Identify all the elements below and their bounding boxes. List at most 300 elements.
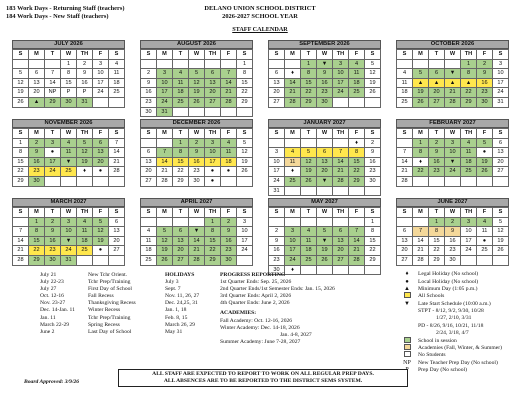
day-cell bbox=[93, 98, 109, 108]
day-cell: 17 bbox=[493, 79, 509, 89]
month-calendar bbox=[140, 119, 253, 187]
day-cell: 12 bbox=[189, 79, 205, 89]
notice-line-2: ALL ABSENCES ARE TO BE REPORTED TO THE DISTRICT SEMS SYSTEM. bbox=[163, 378, 363, 385]
legend-label: PD - 8/26, 9/16, 10/21, 11/18 bbox=[418, 322, 484, 329]
progress-item: 4th Quarter Ends: June 2, 2026 bbox=[220, 300, 290, 307]
month-calendar bbox=[268, 119, 381, 196]
day-cell: ● bbox=[93, 246, 109, 256]
weekday-header: F bbox=[477, 129, 493, 139]
weekday-header: T bbox=[173, 208, 189, 218]
weekday-header: S bbox=[109, 208, 125, 218]
day-cell: ● bbox=[477, 237, 493, 247]
day-cell: 7 bbox=[333, 148, 349, 158]
day-cell bbox=[413, 218, 429, 228]
day-cell: 3 bbox=[237, 218, 253, 228]
day-cell: 1 bbox=[237, 60, 253, 70]
legend-row bbox=[396, 360, 502, 367]
month-title: FEBRUARY 2027 bbox=[396, 119, 509, 128]
legend-row bbox=[396, 323, 502, 330]
day-cell: 10 bbox=[445, 148, 461, 158]
progress-title: PROGRESS REPORTING bbox=[220, 272, 286, 278]
day-cell: 18 bbox=[173, 88, 189, 98]
weekday-header: S bbox=[397, 208, 413, 218]
day-cell: 19 bbox=[77, 158, 93, 168]
day-cell: 11 bbox=[221, 148, 237, 158]
legend-swatch bbox=[404, 351, 411, 357]
school-year: 2026-2027 SCHOOL YEAR bbox=[222, 13, 298, 20]
day-cell: 27 bbox=[429, 98, 445, 108]
day-cell: 27 bbox=[333, 256, 349, 266]
day-cell: 15 bbox=[349, 158, 365, 168]
day-cell bbox=[285, 60, 301, 70]
day-cell: 16 bbox=[317, 79, 333, 89]
day-cell: 5 bbox=[493, 218, 509, 228]
weekday-header: M bbox=[29, 208, 45, 218]
legend-label: Local Holiday (No school) bbox=[418, 278, 479, 285]
day-cell: 25 bbox=[61, 167, 77, 177]
month-calendar bbox=[268, 40, 381, 108]
day-cell bbox=[397, 218, 413, 228]
day-cell: 27 bbox=[109, 246, 125, 256]
day-cell: 25 bbox=[461, 167, 477, 177]
day-cell: 16 bbox=[269, 246, 285, 256]
day-cell: ▲ bbox=[29, 98, 45, 108]
day-cell: 6 bbox=[317, 148, 333, 158]
day-cell: 16 bbox=[477, 79, 493, 89]
key-date-event: New Tchr Orient. bbox=[88, 272, 128, 278]
day-cell: 30 bbox=[29, 177, 45, 187]
day-cell: 12 bbox=[301, 158, 317, 168]
day-cell: 25 bbox=[477, 246, 493, 256]
day-cell: 21 bbox=[333, 167, 349, 177]
day-cell: 12 bbox=[493, 227, 509, 237]
day-cell: 31 bbox=[269, 187, 285, 197]
day-cell bbox=[301, 218, 317, 228]
month-title: JUNE 2027 bbox=[396, 198, 509, 207]
day-cell: 22 bbox=[301, 88, 317, 98]
day-cell: 29 bbox=[461, 98, 477, 108]
day-cell: 21 bbox=[109, 158, 125, 168]
key-date-event: Tchr Prep/Training bbox=[88, 279, 131, 286]
day-cell: 25 bbox=[77, 246, 93, 256]
day-cell bbox=[333, 266, 349, 276]
day-cell: 13 bbox=[493, 148, 509, 158]
month-calendar bbox=[396, 119, 509, 187]
day-cell: 16 bbox=[189, 158, 205, 168]
day-cell: 11 bbox=[77, 227, 93, 237]
day-cell: 16 bbox=[429, 158, 445, 168]
day-cell: 25 bbox=[397, 98, 413, 108]
holidays-title: HOLIDAYS bbox=[165, 272, 195, 278]
day-cell bbox=[461, 177, 477, 187]
legend-row bbox=[396, 367, 502, 374]
weekday-header: M bbox=[413, 50, 429, 60]
day-cell: 29 bbox=[205, 256, 221, 266]
day-cell: 5 bbox=[189, 69, 205, 79]
key-date-event: Tchr Prep/Training bbox=[88, 314, 131, 321]
day-cell: 10 bbox=[61, 227, 77, 237]
weekday-header: S bbox=[493, 208, 509, 218]
month-title: MARCH 2027 bbox=[12, 198, 125, 207]
legend-swatch bbox=[404, 292, 411, 298]
key-date: June 2 bbox=[40, 328, 55, 335]
day-cell: 29 bbox=[301, 98, 317, 108]
day-cell bbox=[365, 187, 381, 197]
day-cell: 25 bbox=[301, 256, 317, 266]
day-cell bbox=[317, 187, 333, 197]
legend-icon: ● bbox=[405, 278, 409, 285]
day-cell: 6 bbox=[205, 69, 221, 79]
day-cell: 22 bbox=[13, 167, 29, 177]
day-cell bbox=[461, 256, 477, 266]
day-cell: ▼ bbox=[317, 237, 333, 247]
legend-label: School in session bbox=[418, 337, 457, 344]
day-cell: 18 bbox=[301, 246, 317, 256]
day-cell: 26 bbox=[237, 167, 253, 177]
day-cell: 8 bbox=[237, 69, 253, 79]
day-cell: 1 bbox=[413, 139, 429, 149]
day-cell bbox=[45, 60, 61, 70]
day-cell: 9 bbox=[317, 69, 333, 79]
day-cell: 30 bbox=[365, 177, 381, 187]
day-cell: 17 bbox=[157, 88, 173, 98]
weekday-header: M bbox=[413, 208, 429, 218]
day-cell: 9 bbox=[365, 148, 381, 158]
day-cell bbox=[493, 177, 509, 187]
day-cell bbox=[29, 60, 45, 70]
day-cell: 14 bbox=[285, 79, 301, 89]
weekday-header: W bbox=[61, 208, 77, 218]
weekday-header: TH bbox=[333, 208, 349, 218]
day-cell bbox=[429, 60, 445, 70]
day-cell bbox=[13, 218, 29, 228]
day-cell: 19 bbox=[477, 158, 493, 168]
day-cell: 26 bbox=[493, 246, 509, 256]
academy-item: Summer Academy: June 7-28, 2027 bbox=[220, 338, 301, 345]
weekday-header: F bbox=[221, 208, 237, 218]
day-cell: 1 bbox=[205, 218, 221, 228]
weekday-header: T bbox=[429, 129, 445, 139]
day-cell: 23 bbox=[29, 167, 45, 177]
day-cell: 18 bbox=[141, 246, 157, 256]
legend-icon: ▲ bbox=[404, 285, 410, 292]
day-cell: 4 bbox=[397, 69, 413, 79]
day-cell: ▲ bbox=[413, 79, 429, 89]
day-cell: 20 bbox=[173, 246, 189, 256]
weekday-header: M bbox=[157, 208, 173, 218]
day-cell: ▼ bbox=[445, 69, 461, 79]
weekday-header: F bbox=[221, 50, 237, 60]
day-cell: 19 bbox=[365, 79, 381, 89]
key-date-row bbox=[40, 286, 136, 293]
legend-label: STPT - 8/12, 9/2, 9/30, 10/28 bbox=[418, 308, 484, 315]
day-cell: 10 bbox=[269, 158, 285, 168]
weekday-header: F bbox=[93, 208, 109, 218]
weekday-header: TH bbox=[461, 50, 477, 60]
legend-label: Academies (Fall, Winter, & Summer) bbox=[418, 345, 502, 352]
weekday-header: T bbox=[429, 208, 445, 218]
day-cell: 19 bbox=[301, 167, 317, 177]
day-cell: 22 bbox=[429, 246, 445, 256]
weekday-header: S bbox=[13, 208, 29, 218]
day-cell: 25 bbox=[141, 256, 157, 266]
day-cell: 19 bbox=[317, 246, 333, 256]
day-cell: 27 bbox=[173, 256, 189, 266]
day-cell bbox=[205, 108, 221, 118]
month-title: JULY 2026 bbox=[12, 40, 125, 49]
day-cell: 8 bbox=[349, 148, 365, 158]
weekday-header: M bbox=[157, 129, 173, 139]
weekday-header: TH bbox=[205, 208, 221, 218]
day-cell: 28 bbox=[189, 256, 205, 266]
day-cell: 28 bbox=[445, 98, 461, 108]
holidays-list bbox=[165, 272, 199, 336]
month-title: MAY 2027 bbox=[268, 198, 381, 207]
day-cell: 26 bbox=[189, 98, 205, 108]
weekday-header: W bbox=[189, 129, 205, 139]
weekday-header: S bbox=[365, 50, 381, 60]
day-cell bbox=[109, 256, 125, 266]
day-cell: 20 bbox=[205, 88, 221, 98]
day-cell: 28 bbox=[349, 256, 365, 266]
day-cell: 17 bbox=[45, 158, 61, 168]
day-cell: 6 bbox=[493, 139, 509, 149]
day-cell: 4 bbox=[477, 218, 493, 228]
day-cell: 1 bbox=[173, 139, 189, 149]
day-cell: 21 bbox=[157, 167, 173, 177]
day-cell: ● bbox=[205, 177, 221, 187]
day-cell: 26 bbox=[13, 98, 29, 108]
day-cell bbox=[141, 139, 157, 149]
day-cell: 19 bbox=[157, 246, 173, 256]
key-dates bbox=[40, 272, 136, 336]
weekday-header: W bbox=[317, 208, 333, 218]
day-cell: 14 bbox=[221, 79, 237, 89]
day-cell: 13 bbox=[397, 237, 413, 247]
day-cell: 18 bbox=[109, 79, 125, 89]
day-cell: 8 bbox=[205, 227, 221, 237]
day-cell: 11 bbox=[109, 69, 125, 79]
day-cell: 10 bbox=[461, 227, 477, 237]
weekday-header: TH bbox=[205, 129, 221, 139]
day-cell: 18 bbox=[221, 158, 237, 168]
day-cell: 19 bbox=[189, 88, 205, 98]
day-cell bbox=[93, 177, 109, 187]
day-cell: 16 bbox=[77, 79, 93, 89]
key-date: Nov. 23-27 bbox=[40, 300, 66, 307]
legend-icon: ♦ bbox=[405, 271, 409, 278]
day-cell: 24 bbox=[461, 246, 477, 256]
day-cell: 24 bbox=[61, 246, 77, 256]
month-title: NOVEMBER 2026 bbox=[12, 119, 125, 128]
day-cell: 6 bbox=[269, 69, 285, 79]
day-cell bbox=[301, 139, 317, 149]
day-cell: 20 bbox=[429, 88, 445, 98]
day-cell: 23 bbox=[429, 167, 445, 177]
day-cell bbox=[445, 60, 461, 70]
key-date-row bbox=[40, 322, 136, 329]
day-cell: 5 bbox=[317, 227, 333, 237]
day-cell: 13 bbox=[317, 158, 333, 168]
key-date-row bbox=[40, 293, 136, 300]
day-cell: 21 bbox=[189, 246, 205, 256]
day-cell: 3 bbox=[445, 139, 461, 149]
weekday-header: T bbox=[301, 129, 317, 139]
weekday-header: S bbox=[237, 129, 253, 139]
day-cell: ♦ bbox=[285, 266, 301, 276]
day-cell: ♦ bbox=[285, 167, 301, 177]
day-cell bbox=[141, 218, 157, 228]
progress-item: 3rd Quarter Ends: April 2, 2026 bbox=[220, 293, 292, 300]
month-calendar bbox=[12, 119, 125, 187]
day-cell: ▼ bbox=[317, 177, 333, 187]
day-cell bbox=[269, 60, 285, 70]
day-cell: 22 bbox=[237, 88, 253, 98]
day-cell: 8 bbox=[301, 69, 317, 79]
day-cell: 25 bbox=[173, 98, 189, 108]
weekday-header: S bbox=[493, 129, 509, 139]
weekday-header: S bbox=[365, 208, 381, 218]
legend-label: 2/24, 3/18, 4/7 bbox=[436, 330, 469, 337]
day-cell: 29 bbox=[365, 256, 381, 266]
weekday-header: T bbox=[45, 208, 61, 218]
day-cell: P bbox=[61, 88, 77, 98]
weekday-header: W bbox=[445, 208, 461, 218]
day-cell bbox=[221, 108, 237, 118]
day-cell bbox=[269, 139, 285, 149]
day-cell: 28 bbox=[157, 177, 173, 187]
month-calendar bbox=[140, 40, 253, 117]
board-approved: Board Approved: 3/9/26 bbox=[24, 379, 80, 385]
day-cell: 1 bbox=[301, 60, 317, 70]
day-cell bbox=[269, 218, 285, 228]
holiday-item: May 31 bbox=[165, 328, 183, 335]
weekday-header: TH bbox=[77, 129, 93, 139]
day-cell: 24 bbox=[157, 98, 173, 108]
day-cell: 20 bbox=[141, 167, 157, 177]
day-cell: 26 bbox=[413, 98, 429, 108]
weekday-header: T bbox=[301, 208, 317, 218]
day-cell: 9 bbox=[29, 148, 45, 158]
day-cell: 4 bbox=[301, 227, 317, 237]
day-cell bbox=[237, 108, 253, 118]
day-cell: 22 bbox=[365, 246, 381, 256]
day-cell: 13 bbox=[269, 79, 285, 89]
day-cell: 22 bbox=[29, 246, 45, 256]
day-cell bbox=[189, 218, 205, 228]
weekday-header: M bbox=[29, 129, 45, 139]
day-cell bbox=[349, 187, 365, 197]
weekday-header: T bbox=[173, 129, 189, 139]
legend-row bbox=[396, 293, 502, 300]
weekday-header: TH bbox=[77, 208, 93, 218]
day-cell: 26 bbox=[365, 88, 381, 98]
day-cell: 28 bbox=[397, 177, 413, 187]
day-cell: 12 bbox=[13, 79, 29, 89]
day-cell: 9 bbox=[221, 227, 237, 237]
weekday-header: T bbox=[45, 50, 61, 60]
day-cell bbox=[173, 60, 189, 70]
weekday-header: W bbox=[189, 50, 205, 60]
legend-label: No Students bbox=[418, 352, 446, 359]
legend bbox=[396, 271, 502, 374]
day-cell: 19 bbox=[13, 88, 29, 98]
weekday-header: M bbox=[285, 208, 301, 218]
weekday-header: TH bbox=[205, 50, 221, 60]
day-cell: 15 bbox=[301, 79, 317, 89]
day-cell: 30 bbox=[189, 177, 205, 187]
day-cell: 24 bbox=[445, 167, 461, 177]
day-cell: 14 bbox=[157, 158, 173, 168]
day-cell: 30 bbox=[45, 256, 61, 266]
day-cell bbox=[221, 60, 237, 70]
weekday-header: S bbox=[109, 129, 125, 139]
day-cell: 14 bbox=[109, 148, 125, 158]
day-cell bbox=[157, 218, 173, 228]
day-cell: 23 bbox=[445, 246, 461, 256]
day-cell: 24 bbox=[93, 88, 109, 98]
day-cell: 23 bbox=[269, 256, 285, 266]
day-cell bbox=[317, 218, 333, 228]
day-cell: 8 bbox=[413, 148, 429, 158]
day-cell bbox=[365, 98, 381, 108]
day-cell: 15 bbox=[61, 79, 77, 89]
day-cell: 4 bbox=[173, 69, 189, 79]
day-cell: 28 bbox=[413, 256, 429, 266]
day-cell bbox=[493, 256, 509, 266]
day-cell: 17 bbox=[333, 79, 349, 89]
weekday-header: W bbox=[445, 50, 461, 60]
day-cell: 28 bbox=[109, 167, 125, 177]
day-cell: 2 bbox=[221, 218, 237, 228]
key-date-row bbox=[40, 272, 136, 279]
weekday-header: F bbox=[93, 50, 109, 60]
day-cell: 1 bbox=[13, 139, 29, 149]
day-cell: ♦ bbox=[349, 139, 365, 149]
day-cell: 1 bbox=[429, 218, 445, 228]
day-cell: 20 bbox=[493, 158, 509, 168]
day-cell: 6 bbox=[29, 69, 45, 79]
staff-notice bbox=[118, 369, 408, 387]
day-cell: 3 bbox=[93, 60, 109, 70]
day-cell: 6 bbox=[397, 227, 413, 237]
legend-row bbox=[396, 301, 502, 308]
weekday-header: F bbox=[477, 208, 493, 218]
day-cell: 3 bbox=[157, 69, 173, 79]
day-cell bbox=[349, 266, 365, 276]
weekday-header: F bbox=[93, 129, 109, 139]
day-cell: 11 bbox=[397, 79, 413, 89]
day-cell: 30 bbox=[477, 98, 493, 108]
day-cell: 29 bbox=[429, 256, 445, 266]
day-cell: 16 bbox=[365, 158, 381, 168]
day-cell: 6 bbox=[333, 227, 349, 237]
day-cell: 10 bbox=[285, 237, 301, 247]
day-cell: 28 bbox=[333, 177, 349, 187]
day-cell bbox=[333, 218, 349, 228]
day-cell: 7 bbox=[109, 139, 125, 149]
day-cell bbox=[333, 139, 349, 149]
weekday-header: F bbox=[477, 50, 493, 60]
day-cell: 30 bbox=[221, 256, 237, 266]
day-cell: 4 bbox=[77, 218, 93, 228]
day-cell bbox=[365, 266, 381, 276]
day-cell: 27 bbox=[493, 167, 509, 177]
day-cell: ▼ bbox=[445, 158, 461, 168]
day-cell: 6 bbox=[173, 227, 189, 237]
day-cell: 21 bbox=[285, 88, 301, 98]
day-cell: ▲ bbox=[461, 79, 477, 89]
